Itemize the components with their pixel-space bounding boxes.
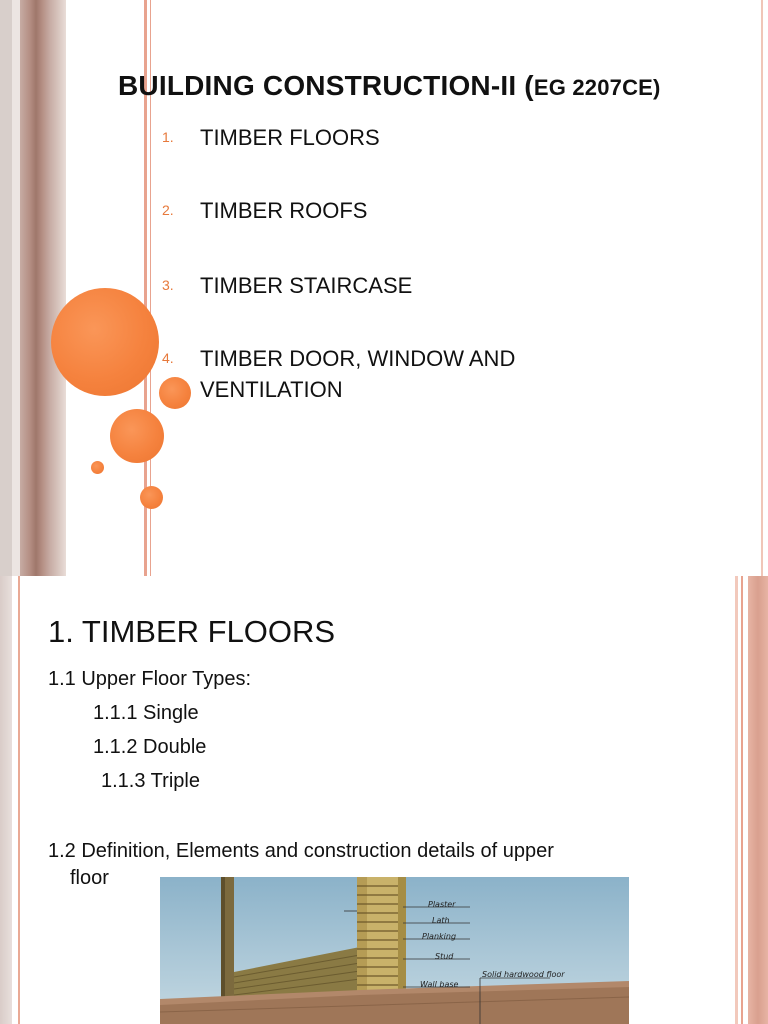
floor-type-item: 1.1.3 Triple — [101, 770, 200, 792]
topic-text: TIMBER STAIRCASE — [200, 273, 413, 298]
decorative-circle — [110, 409, 164, 463]
label-planking: Planking — [422, 932, 457, 941]
upper-floor-types: 1.1 Upper Floor Types: — [48, 668, 252, 690]
decorative-stripe — [735, 576, 738, 1024]
label-stud: Stud — [435, 952, 454, 961]
topic-number: 3. — [162, 277, 174, 293]
definition-line: floor — [70, 867, 109, 889]
slide-2 — [0, 576, 768, 1024]
floor-construction-drawing — [160, 877, 629, 1024]
decorative-stripe — [18, 576, 20, 1024]
label-plaster: Plaster — [428, 900, 456, 909]
slide-title-text: BUILDING CONSTRUCTION-II ( — [118, 70, 534, 101]
label-hardwood-floor: Solid hardwood floor — [482, 970, 565, 979]
floor-construction-illustration — [160, 877, 629, 1024]
topic-text: TIMBER DOOR, WINDOW AND VENTILATION — [200, 346, 516, 402]
decorative-circle — [140, 486, 163, 509]
topic-number: 1. — [162, 129, 174, 145]
slide-title — [118, 70, 661, 102]
floor-type-item: 1.1.2 Double — [93, 736, 207, 758]
right-decorative-band — [748, 576, 768, 1024]
label-wall-base: Wall base — [420, 980, 459, 989]
decorative-stripe — [741, 576, 743, 1024]
floor-type-item: 1.1.1 Single — [93, 702, 199, 724]
left-decorative-band — [0, 576, 12, 1024]
definition-line: 1.2 Definition, Elements and construction details of upper — [48, 840, 554, 862]
decorative-stripe — [761, 0, 763, 576]
left-decorative-band — [0, 0, 66, 576]
topic-text: TIMBER FLOORS — [200, 125, 380, 150]
topic-text: TIMBER ROOFS — [200, 198, 368, 223]
course-code: EG 2207CE) — [533, 75, 661, 100]
topic-number: 2. — [162, 202, 174, 218]
section-heading: 1. TIMBER FLOORS — [48, 614, 336, 649]
label-lath: Lath — [432, 916, 450, 925]
decorative-circle — [159, 377, 191, 409]
decorative-circle-small — [91, 461, 104, 474]
topic-number: 4. — [162, 350, 174, 366]
decorative-circle-large — [51, 288, 159, 396]
